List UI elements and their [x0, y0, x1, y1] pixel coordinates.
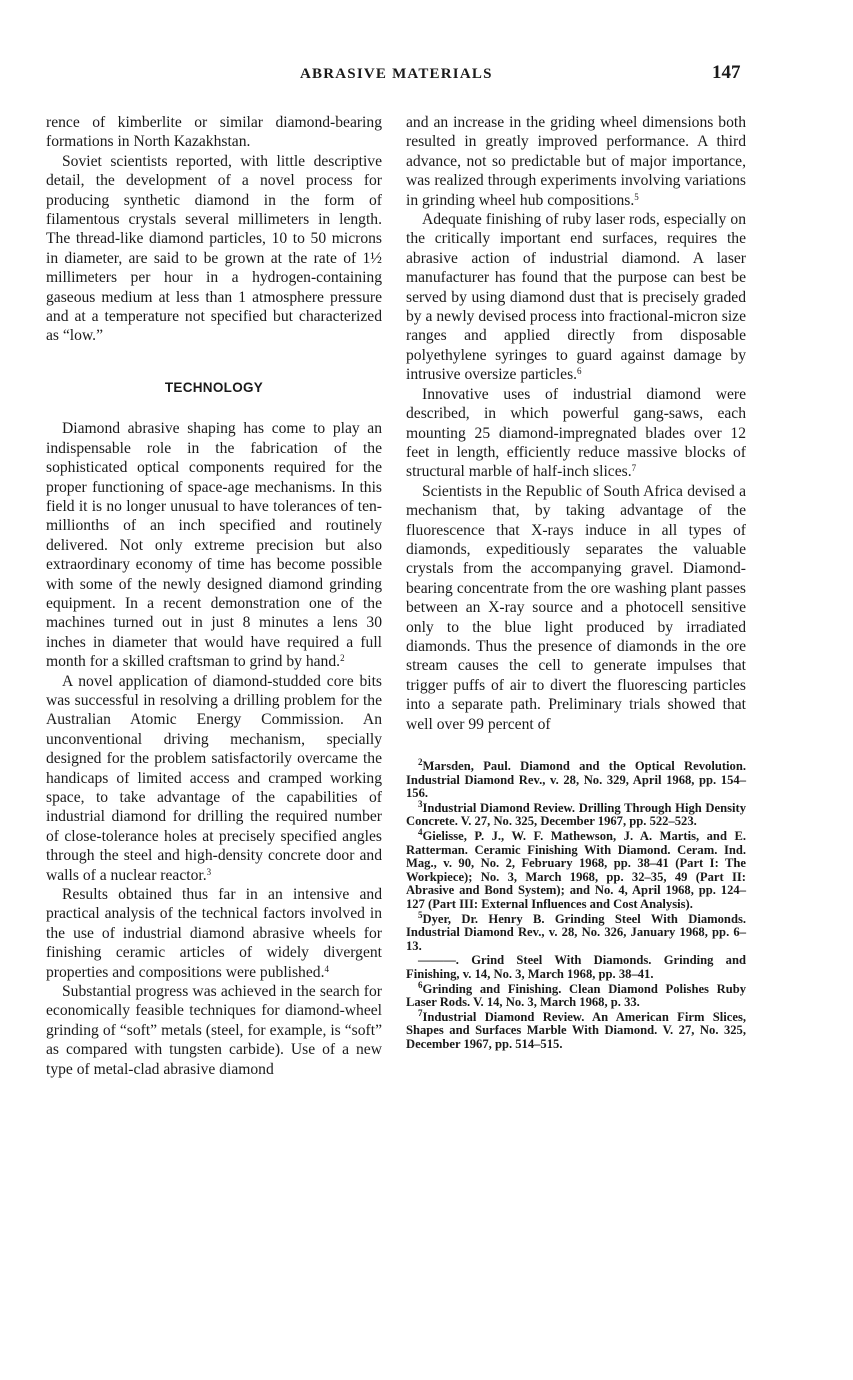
running-title: ABRASIVE MATERIALS	[300, 66, 493, 82]
paragraph: and an increase in the griding wheel dimensions both resulted in greatly improved performance. A third advance, not so predictable but of major importance, was realized through experiments involving variations in grinding wheel hub compositions.$^5$	[406, 114, 746, 209]
left-column	[46, 113, 382, 1079]
footnote-ref: 2	[340, 653, 345, 664]
footnote: $^7$Industrial Diamond Review. An American Firm Slices, Shapes and Surfaces Marble With Diamond. V. 27, No. 325, December 1967, pp. 514–515.	[406, 1007, 746, 1051]
paragraph: rence of kimberlite or similar diamond-bearing formations in North Kazakhstan.	[46, 114, 382, 151]
footnote-ref: 3	[206, 866, 212, 877]
footnote: $^5$Dyer, Dr. Henry B. Grinding Steel With Diamonds. Industrial Diamond Rev., v. 28, No. 326, January 1968, pp. 6–13.	[406, 909, 746, 953]
footnotes	[406, 757, 746, 1051]
footnote: $^4$Gielisse, P. J., W. F. Mathewson, J. A. Martis, and E. Ratterman. Ceramic Finishing With Diamond. Ceram. Ind. Mag., v. 90, No. 2, February 1968, pp. 38–41 (Part I: The Workpiece); No. 3, March 1968, pp. 32–35, 49 (Part II: Abrasive and Bond System); and No. 4, April 1968, pp. 124–127 (Part III: External Influences and Cost Analysis).	[406, 826, 746, 911]
footnote: ———. Grind Steel With Diamonds. Grinding and Finishing, v. 14, No. 3, March 1968, pp. 38–41.	[406, 953, 746, 981]
footnote: $^6$Grinding and Finishing. Clean Diamond Polishes Ruby Laser Rods. V. 14, No. 3, March 1968, p. 33.	[406, 979, 746, 1010]
footnote-ref: 7	[631, 463, 637, 474]
paragraph: Results obtained thus far in an intensive and practical analysis of the technical factors involved in the use of industrial diamond abrasive wheels for finishing ceramic articles of widely divergent properties and compositions were published.$^4$	[46, 886, 382, 981]
section-heading: TECHNOLOGY	[164, 379, 264, 395]
paragraph: Substantial progress was achieved in the search for economically feasible techniques for diamond-wheel grinding of “soft” metals (steel, for example, is “soft” as compared with tungsten carbide). Use of a new type of metal-clad abrasive diamond	[46, 983, 382, 1078]
paragraph: Soviet scientists reported, with little descriptive detail, the development of a novel process for producing synthetic diamond in the form of filamentous crystals several millimeters in length. The thread-like diamond particles, 10 to 50 microns in diameter, are said to be grown at the rate of 1½ millimeters per hour in a hydrogen-containing gaseous medium at less than 1 atmosphere pressure and at a temperature not specified but characterized as “low.”	[46, 152, 382, 345]
footnote-ref: 5	[634, 191, 639, 202]
footnote: $^3$Industrial Diamond Review. Drilling Through High Density Concrete. V. 27, No. 325, December 1967, pp. 522–523.	[406, 798, 746, 829]
paragraph: Scientists in the Republic of South Africa devised a mechanism that, by taking advantage of the fluorescence that X-rays induce in all types of diamonds, expeditiously separates the valuable crystals from the accompanying gravel. Diamond-bearing concentrate from the ore washing plant passes between an X-ray source and a photocell sensitive only to the blue light produced by irradiated diamonds. Thus the presence of diamonds in the ore stream causes the cell to generate impulses that trigger puffs of air to divert the fluorescing particles into a separate path. Preliminary trials showed that well over 99 percent of	[406, 482, 746, 733]
footnote: $^2$Marsden, Paul. Diamond and the Optical Revolution. Industrial Diamond Rev., v. 28, No. 329, April 1968, pp. 154–156.	[406, 757, 746, 801]
paragraph: Innovative uses of industrial diamond were described, in which powerful gang-saws, each mounting 25 diamond-impregnated blades over 12 feet in length, efficiently reduce massive blocks of structural marble of half-inch slices.$^7$	[406, 385, 746, 481]
footnote-ref: 6	[577, 366, 582, 377]
paragraph: A novel application of diamond-studded core bits was successful in resolving a drilling problem for the Australian Atomic Energy Commission. An unconventional driving mechanism, specially designed for the problem satisfactorily overcame the handicaps of limited access and cramped working space, to take advantage of the capabilities of industrial diamond for drilling the required number of close-tolerance holes at precisely specified angles through the steel and high-density concrete door and walls of a nuclear reactor.$^3$	[46, 672, 382, 884]
right-column	[406, 113, 746, 1052]
page-header	[0, 62, 853, 92]
paragraph: Adequate finishing of ruby laser rods, especially on the critically important end surfaces, requires the abrasive action of industrial diamond. A laser manufacturer has found that the purpose can best be served by using diamond dust that is precisely graded by a newly devised process into fractional-micron size ranges and applied directly from disposable polyethylene syringes to guard against damage by intrusive oversize particles.$^6$	[406, 211, 746, 384]
paragraph: Diamond abrasive shaping has come to play an indispensable role in the fabrication of the sophisticated optical components required for the proper functioning of space-age mechanisms. In this field it is no longer unusual to have tolerances of ten-millionths of an inch specified and routinely delivered. Not only extreme precision but also extraordinary economy of time has become possible with some of the newly designed diamond grinding equipment. In a recent demonstration one of the machines turned out in just 8 minutes a lens 30 inches in diameter that would have required a full month for a skilled craftsman to grind by hand.$^2$	[46, 420, 382, 671]
page-number: 147	[712, 62, 741, 83]
footnote-ref: 4	[324, 963, 329, 974]
